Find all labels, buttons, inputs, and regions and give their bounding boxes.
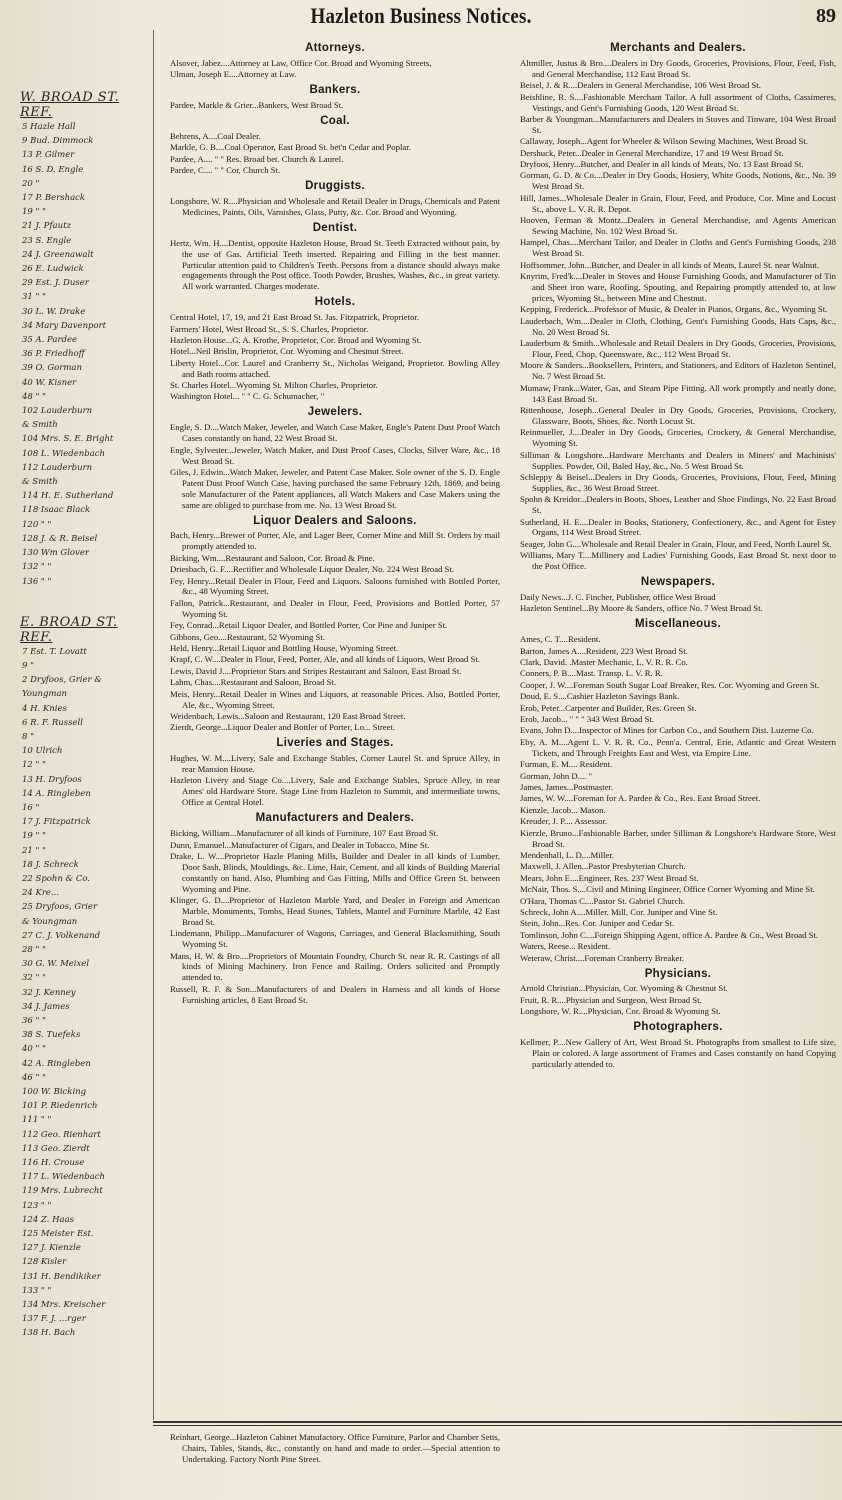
margin-entry: 113 Geo. Zierdt [22,1143,90,1154]
margin-entry: 120 " " [22,519,52,530]
business-entry: Conners, P. B....Mast. Transp. L. V. R. R. [520,668,663,679]
business-entry: Mans, H. W. & Bro....Proprietors of Mountain Foundry, Church St. near R. R. Castings of all kinds of Mining Machinery. Iron Fence and Railing. Orders solicited and Promptly attended to. [170,950,500,983]
business-entry: Held, Henry...Retail Liquor and Bottling House, Wyoming Street. [170,643,399,653]
page-number: 89 [816,5,836,27]
margin-entry: 21 " " [22,845,47,856]
section-heading: Miscellaneous. [634,618,721,631]
margin-entry: 5 Hazle Hall [22,122,76,132]
business-entry: Lahm, Chas....Restaurant and Saloon, Broad St. [170,677,337,688]
margin-entry: 26 E. Ludwick [22,264,84,275]
business-entry: James, James...Postmaster. [520,782,614,792]
section-heading: Liquor Dealers and Saloons. [253,514,417,527]
margin-entry: 40 W. Kisner [22,377,77,388]
margin-heading-east: E. BROAD ST. REF. [20,614,118,645]
business-entry: Lindemann, Philipp...Manufacturer of Wagons, Carriages, and General Blacksmithing, South Wyoming St. [170,928,500,950]
business-entry: Bach, Henry...Brewer of Porter, Ale, and Lager Beer, Corner Mine and Mill St. Orders by mail promptly attended to. [170,530,500,552]
margin-entry: 20 " [22,178,40,189]
section-heading: Physicians. [644,967,712,980]
margin-entry: 112 Geo. Rienhart [22,1129,101,1140]
business-entry: Meis, Henry...Retail Dealer in Wines and Liquors, at reasonable Prices. Also, Bottled Porter, Ale, &c., Wyoming Street. [170,688,500,710]
bottom-rule-thin [153,1425,842,1426]
margin-entry: 36 P. Friedhoff [22,349,85,360]
business-entry: Beisel, J. & R....Dealers in General Merchandise, 106 West Broad St. [520,80,761,91]
margin-entry: 6 R. F. Russell [22,717,83,728]
business-entry: Evans, John D....Inspector of Mines for Carbon Co., and Southern Dist. Luzerne Co. [520,725,814,736]
business-entry: Sutherland, H. E....Dealer in Books, Stationery, Confectionery, &c., and Agent for Estey Organs, 114 West Broad Street. [520,516,836,538]
business-entry: McNair, Thos. S....Civil and Mining Engineer, Office Corner Wyoming and Mine St. [520,884,815,895]
business-entry: Fallon, Patrick...Restaurant, and Dealer in Flour, Feed, Provisions and Bottled Porter, 57 Wyoming St. [170,597,500,619]
margin-entry: 23 S. Engle [22,235,72,246]
margin-entry: 132 " " [22,562,52,573]
margin-entry: 35 A. Pardee [22,335,78,346]
business-entry: Krapf, C. W....Dealer in Flour, Feed, Porter, Ale, and all kinds of Liquors, West Broad St. [170,654,480,665]
section-heading: Jewelers. [307,406,363,419]
margin-entry: & Smith [22,477,58,488]
margin-entry: 16 " [22,802,40,813]
margin-entry: 100 W. Bicking [22,1087,87,1097]
margin-entry: 123 " " [22,1200,52,1211]
section-heading: Merchants and Dealers. [610,42,746,54]
margin-entry: 108 L. Wiedenbach [22,448,105,459]
margin-entry: 19 " " [22,831,47,842]
business-entry: Dunn, Emanuel...Manufacturer of Cigars, and Dealer in Tobacco, Mine St. [170,839,430,850]
footer-entry: Reinhart, George...Hazleton Cabinet Manufactory. Office Furniture, Parlor and Chamber Setts, Chairs, Tables, Stands, &c., constantly on hand and made to order.—Special attention to Undertaking. Factory North Pine Street. [170,1432,500,1464]
business-entry: Russell, R. F. & Son...Manufacturers of and Dealers in Harness and all kinds of Horse Furnishing articles, 8 East Broad St. [170,983,500,1005]
business-entry: Weteraw, Christ....Foreman Cranberry Breaker. [520,952,684,963]
business-entry: Hooven, Ferman & Montz...Dealers in General Merchandise, and Agents American Sewing Machine, No. 102 West Broad St. [520,215,836,236]
business-entry: James, W. W....Foreman for A. Pardee & Co., Res. East Broad Street. [520,793,761,804]
business-entry: Erob, Peter...Carpenter and Builder, Res. Green St. [520,702,697,713]
margin-entry: 116 H. Crouse [22,1158,85,1169]
margin-entry: 17 J. Fitzpatrick [22,817,91,828]
margin-entry: 24 Kre... [22,888,60,899]
business-entry: Hertz, Wm. H....Dentist, opposite Hazleton House, Broad St. Teeth Extracted without pain, by the use of Gas. Artificial Teeth inserted. Repairing and Filling in the best manner. Particular attention paid to Children's Teeth. Persons from a distance should always make engagements through the Post office. Tooth Powder, Brushes, Washes, &c., in great variety. All work warranted. Charges moderate. [170,237,500,292]
margin-entry: 128 Kisler [22,1257,67,1268]
margin-entry: 9 " [22,660,35,671]
business-entry: Daily News...J. C. Fincher, Publisher, office West Broad [520,592,716,602]
margin-entry: 130 Wm Glover [22,548,89,559]
business-entry: Drake, L. W....Proprietor Hazle Planing Mills, Builder and Dealer in all kinds of Lumber, Door Sash, Blinds, Mouldings, &c. Lime, Hair, Cement, and all kinds of Building Material constantly on hand. Also, Plumbing and Gas Fitting, Mills and Office Green St. between Wyoming and Pine. [170,850,500,894]
column-right [520,38,836,1070]
margin-entry: 25 Dryfoos, Grier [22,902,98,913]
margin-list-west [0,120,150,589]
business-entry: Engle, S. D....Watch Maker, Jeweler, and Watch Case Maker, Engle's Patent Dust Proof Watch Cases constantly on hand, 22 West Broad St. [170,422,500,444]
section-heading: Manufacturers and Dealers. [255,812,415,825]
margin-entry: 102 Lauderburn [22,406,93,417]
margin-entry: 124 Z. Haas [22,1214,74,1225]
margin-entry: 12 " " [22,760,47,771]
business-entry: Hoffsommer, John...Butcher, and Dealer in all kinds of Meats, Laurel St. near Walnut. [520,259,819,270]
business-entry: Lewis, David J....Proprietor Stars and Stripes Restaurant and Saloon, East Broad St. [170,665,462,676]
business-entry: Fey, Conrad...Retail Liquor Dealer, and Bottled Porter, Cor Pine and Juniper St. [170,620,448,631]
section-heading: Attorneys. [305,42,365,54]
business-entry: Hotel...Neil Brislin, Proprietor, Cor. Wyoming and Chestnut Street. [170,346,404,357]
margin-entry: 30 L. W. Drake [22,306,86,317]
business-entry: Bicking, Wm....Restaurant and Saloon, Cor. Broad & Pine. [170,552,375,563]
margin-entry: 104 Mrs. S. E. Bright [22,434,114,445]
section-heading: Liveries and Stages. [276,737,394,750]
business-entry: Engle, Sylvester...Jeweler, Watch Maker, and Dust Proof Cases, Clocks, Silver Ware, &c., 18 West Broad St. [170,444,500,466]
margin-entry: 101 P. Riedenrich [22,1101,98,1112]
margin-entry: 36 " " [22,1015,47,1026]
margin-entry: 17 P. Bershack [22,193,86,204]
business-entry: Barber & Youngman...Manufacturers and Dealers in Stoves and Tinware, 104 West Broad St. [520,113,836,135]
margin-entry: 9 Bud. Dimmock [22,136,94,147]
business-entry: Longshore, W. R....Physician, Cor. Broad & Wyoming St. [520,1006,721,1017]
margin-heading-west: W. BROAD ST. REF. [20,90,120,120]
margin-entry: 28 " " [22,944,47,955]
business-entry: Doud, E. S....Cashier Hazleton Savings Bank. [520,691,680,702]
margin-entry: & Youngman [22,916,78,927]
margin-entry: 8 " [22,731,35,742]
section-heading: Dentist. [312,221,358,234]
business-entry: Behrens, A....Coal Dealer. [170,130,261,141]
business-entry: Alsover, Jabez....Attorney at Law, Office Cor. Broad and Wyoming Streets, [170,57,432,68]
business-entry: Giles, J. Edwin...Watch Maker, Jeweler, and Patent Case Maker. Sole owner of the S. D. Engle Patent Dust Proof Watch Case, having purchased the same February 12th, 1869, and being sole Manufacturer of the Patent appliances, all Watch Makers and Case Makers using the same are obliged to purchase from me. No. 13 West Broad St. [170,466,500,510]
margin-entry: 14 A. Ringleben [22,788,91,799]
business-entry: Kepping, Frederick...Professor of Music, & Dealer in Pianos, Organs, &c., Wyoming St. [520,304,828,315]
margin-entry: 38 S. Tuefeks [22,1030,81,1041]
margin-entry: 7 Est. T. Lovatt [22,646,87,657]
business-entry: Williams, Mary T....Millinery and Ladies' Furnishing Goods, East Broad St. next door to the Post Office. [520,550,836,572]
business-entry: Lauderburn & Smith...Wholesale and Retail Dealers in Dry Goods, Groceries, Provisions, Flour, Feed, Chop, Queensware, &c., 112 West Broad St. [520,338,836,359]
business-entry: Kierzle, Bruno...Fashionable Barber, under Silliman & Longshore's Hardware Store, West Broad St. [520,827,836,849]
business-entry: Liberty Hotel...Cor. Laurel and Cranberry St., Nicholas Weigand, Proprietor. Bowling Alley and Bath rooms attached. [170,357,500,379]
business-entry: Mears, John E....Engineer, Res. 237 West Broad St. [520,872,699,883]
margin-entry: 136 " " [22,576,52,587]
business-entry: Altmiller, Justus & Bro....Dealers in Dry Goods, Groceries, Provisions, Flour, Feed, Fish, and General Merchandise, 112 East Broad St. [520,57,836,79]
business-entry: Lauderbach, Wm....Dealer in Cloth, Clothing, Gent's Furnishing Goods, Hats Caps, &c., No. 20 West Broad St. [520,315,836,337]
margin-entry: 13 P. Gilmer [22,150,75,161]
margin-entry: 40 " " [22,1044,47,1055]
margin-entry: 19 " " [22,207,47,218]
margin-entry: 34 Mary Davenport [22,320,107,331]
business-entry: Arnold Christian...Physician, Cor. Wyoming & Chestnut St. [520,983,728,994]
business-entry: Bicking, William...Manufacturer of all kinds of Furniture, 107 East Broad St. [170,828,439,839]
business-entry: Moore & Sanders...Booksellers, Printers, and Stationers, and Editors of Hazleton Sentinel, No. 7 West Broad St. [520,360,836,382]
business-entry: Gorman, G. D. & Co....Dealer in Dry Goods, Hosiery, White Goods, Notions, &c., No. 39 West Broad St. [520,170,836,192]
margin-entry: 111 " " [22,1115,52,1126]
business-entry: Driesbach, G. F....Rectifier and Wholesale Liquor Dealer, No. 224 West Broad St. [170,564,455,575]
business-entry: Farmers' Hotel, West Broad St., S. S. Charles, Proprietor. [170,323,369,334]
business-entry: Zierdt, George...Liquor Dealer and Bottler of Porter, Lo... Street. [170,722,396,733]
business-entry: Stein, John...Res. Cor. Juniper and Cedar St. [520,918,675,929]
business-entry: Rittenhouse, Joseph...General Dealer in Dry Goods, Groceries, Provisions, Crockery, Glassware, Boots, Shoes, &c. North Locust St. [520,405,836,426]
margin-entry: Youngman [22,689,67,700]
margin-entry: 22 Spohn & Co. [22,873,90,884]
business-entry: O'Hara, Thomas C....Pastor St. Gabriel Church. [520,895,685,906]
business-entry: Fey, Henry...Retail Dealer in Flour, Feed and Liquors. Saloons furnished with Bottled Porter, &c., 48 Wyoming Street. [170,575,500,597]
margin-entry: 131 H. Bendikiker [22,1271,101,1282]
margin-entry: 112 Lauderburn [22,462,93,473]
margin-entry: 134 Mrs. Kreischer [22,1300,106,1311]
margin-entry: 118 Isaac Black [22,505,91,516]
business-entry: Cooper, J. W....Foreman South Sugar Loaf Breaker, Res. Cor. Wyoming and Green St. [520,679,820,690]
margin-entry: 42 A. Ringleben [22,1058,91,1069]
business-entry: Reinmueller, J....Dealer in Dry Goods, Groceries, Crockery, & General Merchandise, Wyoming St. [520,427,836,449]
business-entry: Weidenbach, Lewis...Saloon and Restaurant, 120 East Broad Street. [170,710,406,721]
bottom-rule [153,1421,842,1423]
business-entry: Spohn & Kreidor...Dealers in Boots, Shoes, Leather and Shoe Findings, No. 22 East Broad St. [520,494,836,516]
section-heading: Photographers. [633,1021,723,1034]
business-entry: Callaway, Joseph...Agent for Wheeler & Wilson Sewing Machines, West Broad St. [520,136,808,147]
business-entry: Waters, Reese... Resident. [520,941,611,952]
margin-entry: 48 " " [22,391,47,402]
business-entry: Silliman & Longshore...Hardware Merchants and Dealers in Miners' and Machinists' Supplies. Powder, Oil, Baled Hay, &c., No. 5 West Broad St. [520,449,836,471]
business-entry: Hampel, Chas....Merchant Tailor, and Dealer in Cloths and Gent's Furnishing Goods, 238 West Broad St. [520,237,836,259]
business-entry: Pardee, Markle & Grier...Bankers, West Broad St. [170,100,344,111]
column-left [170,38,500,1006]
margin-entry: & Smith [22,420,58,431]
margin-entry: 133 " " [22,1285,52,1296]
margin-entry: 128 J. & R. Beisel [22,533,98,544]
section-heading: Druggists. [305,180,365,193]
margin-entry: 127 J. Kienzle [22,1243,81,1254]
business-entry: Hughes, W. M....Livery, Sale and Exchange Stables, Corner Laurel St. and Spruce Alley, in rear Mansion House. [170,753,500,775]
margin-entry: 29 Est. J. Duser [22,278,89,289]
business-entry: Clark, David. .Master Mechanic, L. V. R. R. Co. [520,657,688,668]
business-entry: Hazleton Livery and Stage Co....Livery, Sale and Exchange Stables, Spruce Alley, in rear Ames' old Hardware Store. Stage Line from Hazleton to Summit, and intermediate towns, Office at Central Hotel. [170,775,500,808]
business-entry: Schleppy & Beisel...Dealers in Dry Goods, Groceries, Provisions, Flour, Feed, Mining Supplies, &c., 36 West Broad Street. [520,471,836,493]
business-entry: Pardee, A.... " " Res. Broad bet. Church & Laurel. [170,153,344,164]
business-entry: Mendenhall, L. D....Miller. [520,849,614,860]
margin-entry: 119 Mrs. Lubrecht [22,1186,103,1197]
business-entry: Klinger, G. D....Proprietor of Hazleton Marble Yard, and Dealer in Foreign and American Marble, Monuments, Tombs, Head Stones, Tablets, Mantel and Furniture Marble, 42 East Broad St. [170,895,500,927]
business-entry: Hill, James...Wholesale Dealer in Grain, Flour, Feed, and Produce, Cor. Mine and Locust St., above L. V. R. R. Depot. [520,192,836,214]
margin-entry: 24 J. Greenawalt [22,249,94,260]
business-entry: Barton, James A....Resident, 223 West Broad St. [520,645,688,656]
margin-entry: 16 S. D. Engle [22,164,84,175]
margin-entry: 10 Ulrich [22,746,63,757]
business-entry: St. Charles Hotel...Wyoming St. Milton Charles, Proprietor. [170,380,378,391]
business-entry: Hazleton House...G. A. Krothe, Proprietor, Cor. Broad and Wyoming St. [170,334,422,345]
margin-entry: 34 J. James [22,1001,70,1012]
business-entry: Beishline, R. S....Fashionable Merchant Tailor. A full assortment of Cloths, Cassimeres, Vestings, and Gent's Furnishing Goods, 120 West Broad St. [520,91,836,113]
section-heading: Bankers. [309,84,361,97]
margin-entry: 32 J. Kenney [22,987,76,998]
business-entry: Kellmer, P....New Gallery of Art, West Broad St. Photographs from smallest to Life size, Plain or colored. A large assortment of Frames and Cases constantly on hand Copying particularly attended to. [520,1037,836,1069]
margin-entry: 2 Dryfoos, Grier & [22,675,102,686]
margin-entry: 114 H. E. Sutherland [22,491,114,502]
page-title: Hazleton Business Notices. [310,4,532,29]
business-entry: Eby, A. M....Agent L. V. R. R. Co., Penn'a. Central, Erie, Atlantic and Great Western Tickets, and Through Freights East and West, via Empire Line. [520,736,836,758]
footer-notice [170,1432,500,1465]
margin-entry: 46 " " [22,1072,47,1083]
business-entry: Maxwell, J. Allen...Pastor Presbyterian Church. [520,861,686,872]
margin-entry: 125 Meister Est. [22,1229,94,1240]
business-entry: Gorman, John D.... " [520,770,593,781]
margin-list-east [0,645,150,1341]
margin-entry: 18 J. Schreck [22,859,79,870]
business-entry: Dryfoos, Henry...Butcher, and Dealer in all kinds of Meats, No. 13 East Broad St. [520,159,804,170]
margin-entry: 31 " " [22,292,47,303]
business-entry: Knyrim, Fred'k....Dealer in Stoves and House Furnishing Goods, and Manufacturer of Tin and Sheet iron ware, Roofing, Spouting, and Repairing promptly attended to, at low prices, Wyoming St., between Mine and Chestnut. [520,271,836,303]
business-entry: Seager, John G....Wholesale and Retail Dealer in Grain, Flour, and Feed, North Laurel St. [520,538,832,549]
margin-entry: 117 L. Wiedenbach [22,1172,105,1183]
margin-entry: 30 G. W. Meixel [22,959,90,970]
margin-divider [153,30,154,1420]
margin-entry: 39 O. Gorman [22,363,82,374]
margin-entry: 138 H. Bach [22,1328,76,1339]
business-entry: Central Hotel, 17, 19, and 21 East Broad St. Jas. Fitzpatrick, Proprietor. [170,312,420,323]
business-entry: Markle, G. B....Coal Operator, East Broad St. bet'n Cedar and Poplar. [170,142,411,153]
section-heading: Coal. [320,115,350,128]
margin-entry: 21 J. Pfautz [22,221,71,232]
business-entry: Mumaw, Frank...Water, Gas, and Steam Pipe Fitting. All work promptly and neatly done, 143 East Broad St. [520,382,836,404]
business-entry: Gibbons, Geo....Restaurant, 52 Wyoming St. [170,631,325,642]
business-entry: Kienzle, Jacob... Mason. [520,804,606,815]
business-entry: Erob, Jacob... " " " 343 West Broad St. [520,714,655,725]
business-entry: Longshore, W. R....Physician and Wholesale and Retail Dealer in Drugs, Chemicals and Patent Medicines, Paints, Oils, Varnishes, Glass, Putty, &c. Cor. Broad and Wyoming. [170,195,500,217]
business-entry: Dershuck, Peter...Dealer in General Merchandize, 17 and 19 West Broad St. [520,147,784,158]
business-entry: Hazleton Sentinel...By Moore & Sanders, office No. 7 West Broad St. [520,603,763,614]
margin-entry: 4 H. Knies [22,703,67,714]
business-entry: Ulman, Joseph E....Attorney at Law. [170,69,297,80]
business-entry: Kreuder, J. P.... Assessor. [520,816,608,827]
section-heading: Newspapers. [640,576,716,589]
business-entry: Tomlinson, John C....Foreign Shipping Agent, office A. Pardee & Co., West Broad St. [520,929,819,940]
business-entry: Schreck, John A....Miller. Mill, Cor. Juniper and Vine St. [520,906,718,917]
business-entry: Fruit, R. R....Physician and Surgeon, West Broad St. [520,994,702,1005]
margin-entry: 27 C. J. Volkenand [22,930,101,941]
business-entry: Washington Hotel... " " C. G. Schumacher, " [170,391,325,402]
business-entry: Ames, C. T....Resident. [520,634,601,645]
margin-entry: 13 H. Dryfoos [22,774,82,785]
business-entry: Pardee, C.... " " Cor. Church St. [170,165,281,176]
business-entry: Furman, E. M.... Resident. [520,759,613,770]
margin-entry: 137 F. J. ...rger [22,1314,86,1325]
section-heading: Hotels. [314,296,356,309]
margin-entry: 32 " " [22,973,47,984]
handwritten-margin-notes [0,90,150,1341]
